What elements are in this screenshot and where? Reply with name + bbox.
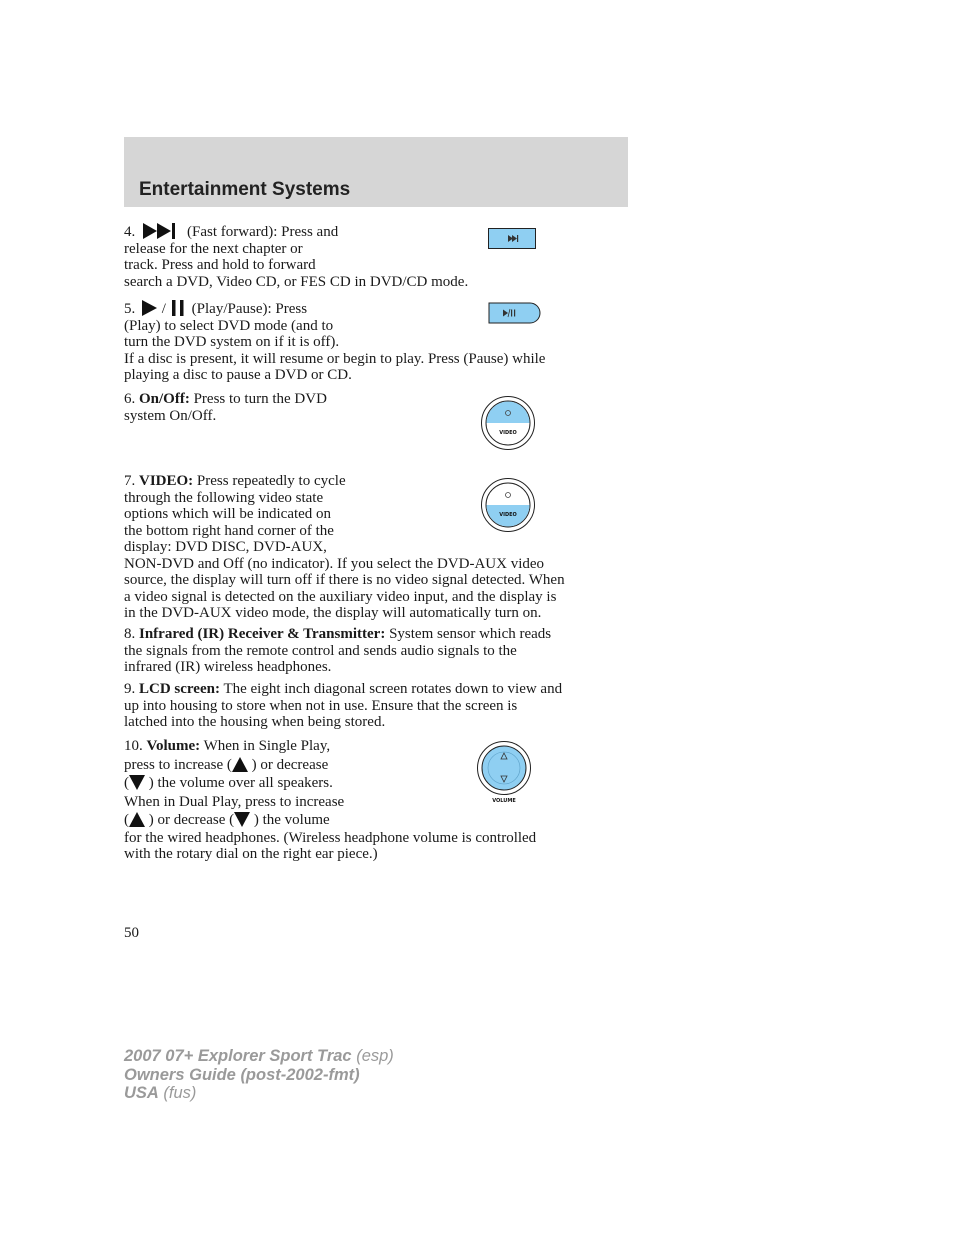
video-knob[interactable] <box>480 477 536 533</box>
fast-forward-button[interactable] <box>488 228 536 249</box>
play-icon <box>142 300 158 316</box>
item-number: 9. <box>124 681 136 697</box>
term: On/Off: <box>139 391 190 407</box>
term: VIDEO: <box>139 473 194 489</box>
item-number: 8. <box>124 626 136 642</box>
video-knob-icon <box>480 395 536 451</box>
section-title: Entertainment Systems <box>139 179 351 200</box>
video-knob-icon <box>480 477 536 533</box>
term: Infrared (IR) Receiver & Transmitter: <box>139 626 386 642</box>
svg-text:VIDEO: VIDEO <box>499 430 517 436</box>
arrow-down-icon <box>129 775 145 790</box>
document-footer: 2007 07+ Explorer Sport Trac (esp) Owners Guide (post-2002-fmt) USA (fus) <box>124 1047 394 1102</box>
term: Volume: <box>146 738 201 754</box>
item-number: 7. <box>124 473 136 489</box>
section-header-band <box>124 137 628 207</box>
item-number: 10. <box>124 738 143 754</box>
page-number: 50 <box>124 925 139 941</box>
arrow-up-icon <box>129 812 145 827</box>
arrow-down-icon <box>234 812 250 827</box>
play-pause-button[interactable] <box>488 302 541 324</box>
arrow-up-icon <box>232 757 248 772</box>
volume-knob[interactable] <box>476 740 532 806</box>
fast-forward-icon <box>143 223 179 239</box>
volume-knob-icon <box>476 740 532 806</box>
item-on-off: 6. On/Off: Press to turn the DVD system On/Off. <box>124 391 327 424</box>
item-lcd-screen: 9. LCD screen: The eight inch diagonal screen rotates down to view and up into housing to store when not in use. Ensure that the screen is latched into the housing when being stored. <box>124 681 563 730</box>
play-pause-glyph-icon <box>488 302 541 324</box>
fast-forward-glyph-icon <box>489 229 535 248</box>
on-off-knob[interactable] <box>480 395 536 451</box>
item-infrared: 8. Infrared (IR) Receiver & Transmitter: System sensor which reads the signals from the remote control and sends audio signals to the infrared (IR) wireless headphones. <box>124 626 552 675</box>
item-number: 5. <box>124 301 136 317</box>
item-number: 6. <box>124 391 136 407</box>
svg-text:VOLUME: VOLUME <box>492 798 516 804</box>
item-video: 7. VIDEO: Press repeatedly to cycle through the following video state options which will be indicated on the bottom right hand corner of the display: DVD DISC, DVD-AUX, NON-DVD and Off (no indicator). If you select the DVD-AUX video source, the display will turn off if there is no video signal detected. When a video signal is detected on the auxiliary video input, and the display is in the DVD-AUX video mode, the display will automatically turn on. <box>124 473 565 621</box>
item-volume: 10. Volume: When in Single Play, press to increase ( ) or decrease ( ) the volume over all speakers. When in Dual Play, press to increase ( ) or decrease ( ) the volume for the wired headphones. (Wireless headphone volume is controlled with the rotary dial on the right ear piece.) <box>124 738 537 862</box>
item-play-pause: 5. / (Play/Pause): Press (Play) to select DVD mode (and to turn the DVD system on if it is off). If a disc is present, it will resume or begin to play. Press (Pause) while playing a disc to pause a DVD or CD. <box>124 301 546 383</box>
svg-text:VIDEO: VIDEO <box>499 512 517 518</box>
item-number: 4. <box>124 224 136 240</box>
item-fast-forward: 4. (Fast forward): Press and release for the next chapter or track. Press and hold to forward search a DVD, Video CD, or FES CD in DVD/CD mode. <box>124 224 469 290</box>
pause-icon <box>170 300 186 316</box>
term: LCD screen: <box>139 681 220 697</box>
